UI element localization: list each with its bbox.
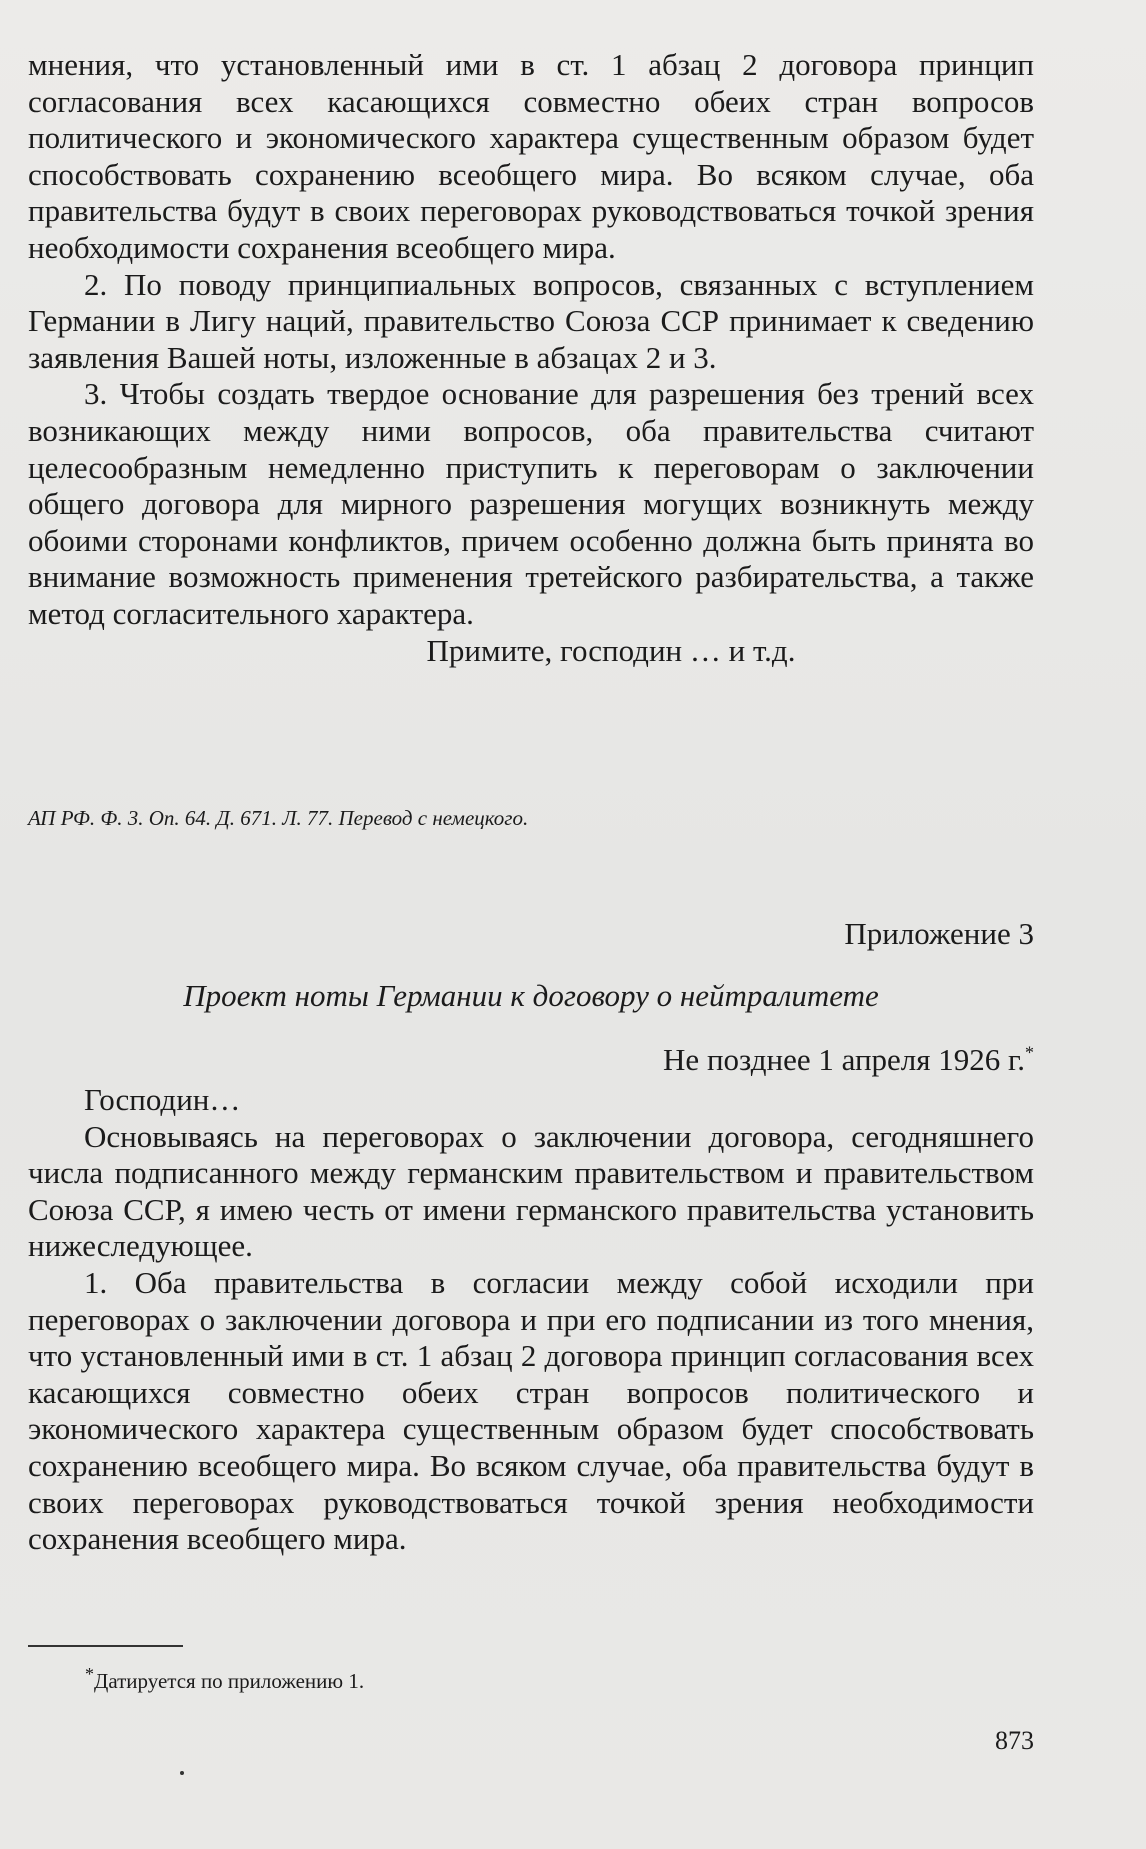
continued-paragraph: мнения, что установленный ими в ст. 1 абзац 2 договора принцип согласования всех касающихся совместно обеих стран вопросов политического и экономического характера существенным образом будет способствовать сохранению всеобщего мира. Во всяком случае, оба правительства будут в своих переговорах руководствоваться точкой зрения необходимости сохранения всеобщего мира. bbox=[28, 47, 1034, 265]
appendix-paragraph-1: 1. Оба правительства в согласии между собой исходили при переговорах о заключении договора и при его подписании из того мнения, что установленный ими в ст. 1 абзац 2 договора принцип согласования всех касающихся совместно обеих стран вопросов политического и экономического характера существенным образом будет способствовать сохранению всеобщего мира. Во всяком случае, оба правительства будут в своих переговорах руководствоваться точкой зрения необходимости сохранения всеобщего мира. bbox=[28, 1264, 1034, 1557]
salutation: Господин… bbox=[84, 1082, 241, 1117]
appendix-header bbox=[28, 916, 1034, 952]
source-note bbox=[28, 805, 1034, 831]
footnote-marker: * bbox=[1025, 1042, 1034, 1063]
footnote-mark: * bbox=[85, 1664, 94, 1684]
date-block bbox=[28, 1042, 1034, 1078]
footnote-text: Датируется по приложению 1. bbox=[94, 1669, 365, 1693]
print-speck bbox=[180, 1771, 184, 1775]
footnote-divider bbox=[28, 1645, 183, 1647]
closing-formula: Примите, господин … и т.д. bbox=[426, 632, 796, 668]
appendix-body bbox=[28, 1082, 1034, 1558]
paragraph-3: 3. Чтобы создать твердое основание для разрешения без трений всех возникающих между ними вопросов, оба правительства считают целесообразным немедленно приступить к переговорам о заключении общего договора для мирного разрешения могущих возникнуть между обоими сторонами конфликтов, причем особенно должна быть принята во внимание возможность применения третейского разбирательства, а также метод согласительного характера. bbox=[28, 376, 1034, 631]
appendix-title: Проект ноты Германии к договору о нейтралитете bbox=[183, 978, 879, 1013]
appendix-title-block bbox=[28, 978, 1034, 1014]
document-date bbox=[28, 1042, 1034, 1078]
intro-paragraph: Основываясь на переговорах о заключении договора, сегодняшнего числа подписанного между германским правительством и правительством Союза ССР, я имею честь от имени германского правительства установить нижеследующее. bbox=[28, 1118, 1034, 1264]
footnote bbox=[85, 1664, 365, 1694]
appendix-label: Приложение 3 bbox=[844, 916, 1034, 951]
archive-reference: АП РФ. Ф. 3. Оп. 64. Д. 671. Л. 77. Перевод с немецкого. bbox=[28, 806, 529, 830]
date-text: Не позднее 1 апреля 1926 г. bbox=[663, 1042, 1025, 1077]
top-text-block bbox=[28, 47, 1034, 669]
page-number: 873 bbox=[995, 1726, 1034, 1755]
paragraph-2: 2. По поводу принципиальных вопросов, связанных с вступлением Германии в Лигу наций, правительство Союза ССР принимает к сведению заявления Вашей ноты, изложенные в абзацах 2 и 3. bbox=[28, 266, 1034, 375]
